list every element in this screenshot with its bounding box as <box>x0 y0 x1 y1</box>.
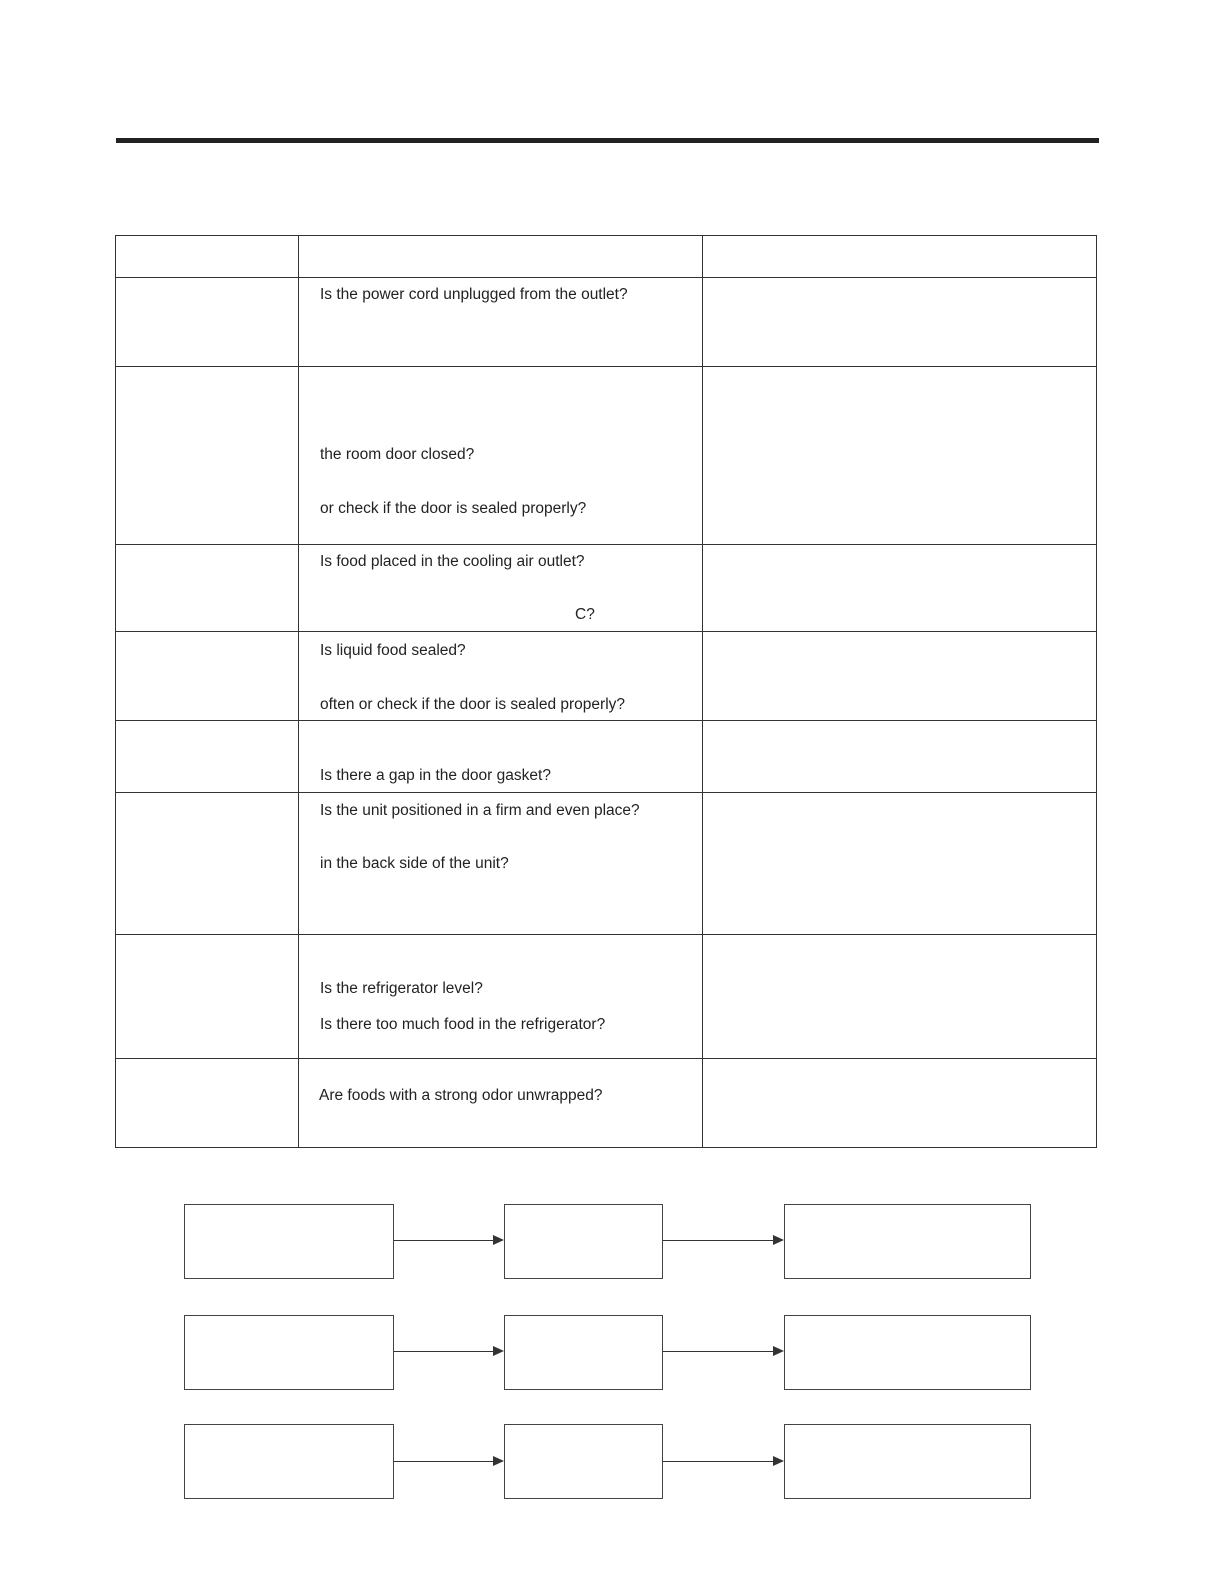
check-text: C? <box>575 606 595 623</box>
arrow-icon <box>663 1456 784 1467</box>
table-row <box>116 1058 1096 1147</box>
table-row <box>116 792 1096 934</box>
arrow-icon <box>394 1235 504 1246</box>
troubleshooting-table <box>115 235 1097 1148</box>
check-text: Is liquid food sealed? <box>320 642 466 659</box>
flow-box <box>784 1424 1031 1499</box>
check-text: often or check if the door is sealed properly? <box>320 696 626 713</box>
table-row <box>116 631 1096 720</box>
flow-box <box>504 1204 663 1279</box>
check-text: in the back side of the unit? <box>320 855 509 872</box>
flow-box <box>784 1204 1031 1279</box>
check-text: Is the refrigerator level? <box>320 980 483 997</box>
check-text: or check if the door is sealed properly? <box>320 500 587 517</box>
flow-box <box>784 1315 1031 1390</box>
check-text: Is the unit positioned in a firm and even place? <box>320 802 640 819</box>
flow-box <box>184 1424 394 1499</box>
header-rule <box>116 138 1099 143</box>
table-header-row <box>116 236 1096 277</box>
arrow-icon <box>663 1235 784 1246</box>
table-row <box>116 720 1096 792</box>
flow-box <box>504 1424 663 1499</box>
table-row <box>116 366 1096 544</box>
check-text: Is there a gap in the door gasket? <box>320 767 551 784</box>
table-row <box>116 934 1096 1058</box>
table-row <box>116 544 1096 631</box>
check-text: Are foods with a strong odor unwrapped? <box>319 1087 603 1104</box>
check-text: the room door closed? <box>320 446 475 463</box>
flow-box <box>184 1315 394 1390</box>
check-text: Is the power cord unplugged from the outlet? <box>320 286 628 303</box>
arrow-icon <box>394 1456 504 1467</box>
flow-box <box>504 1315 663 1390</box>
check-text: Is food placed in the cooling air outlet? <box>320 553 585 570</box>
arrow-icon <box>394 1346 504 1357</box>
table-row <box>116 277 1096 366</box>
flow-box <box>184 1204 394 1279</box>
check-text: Is there too much food in the refrigerator? <box>320 1016 606 1033</box>
arrow-icon <box>663 1346 784 1357</box>
